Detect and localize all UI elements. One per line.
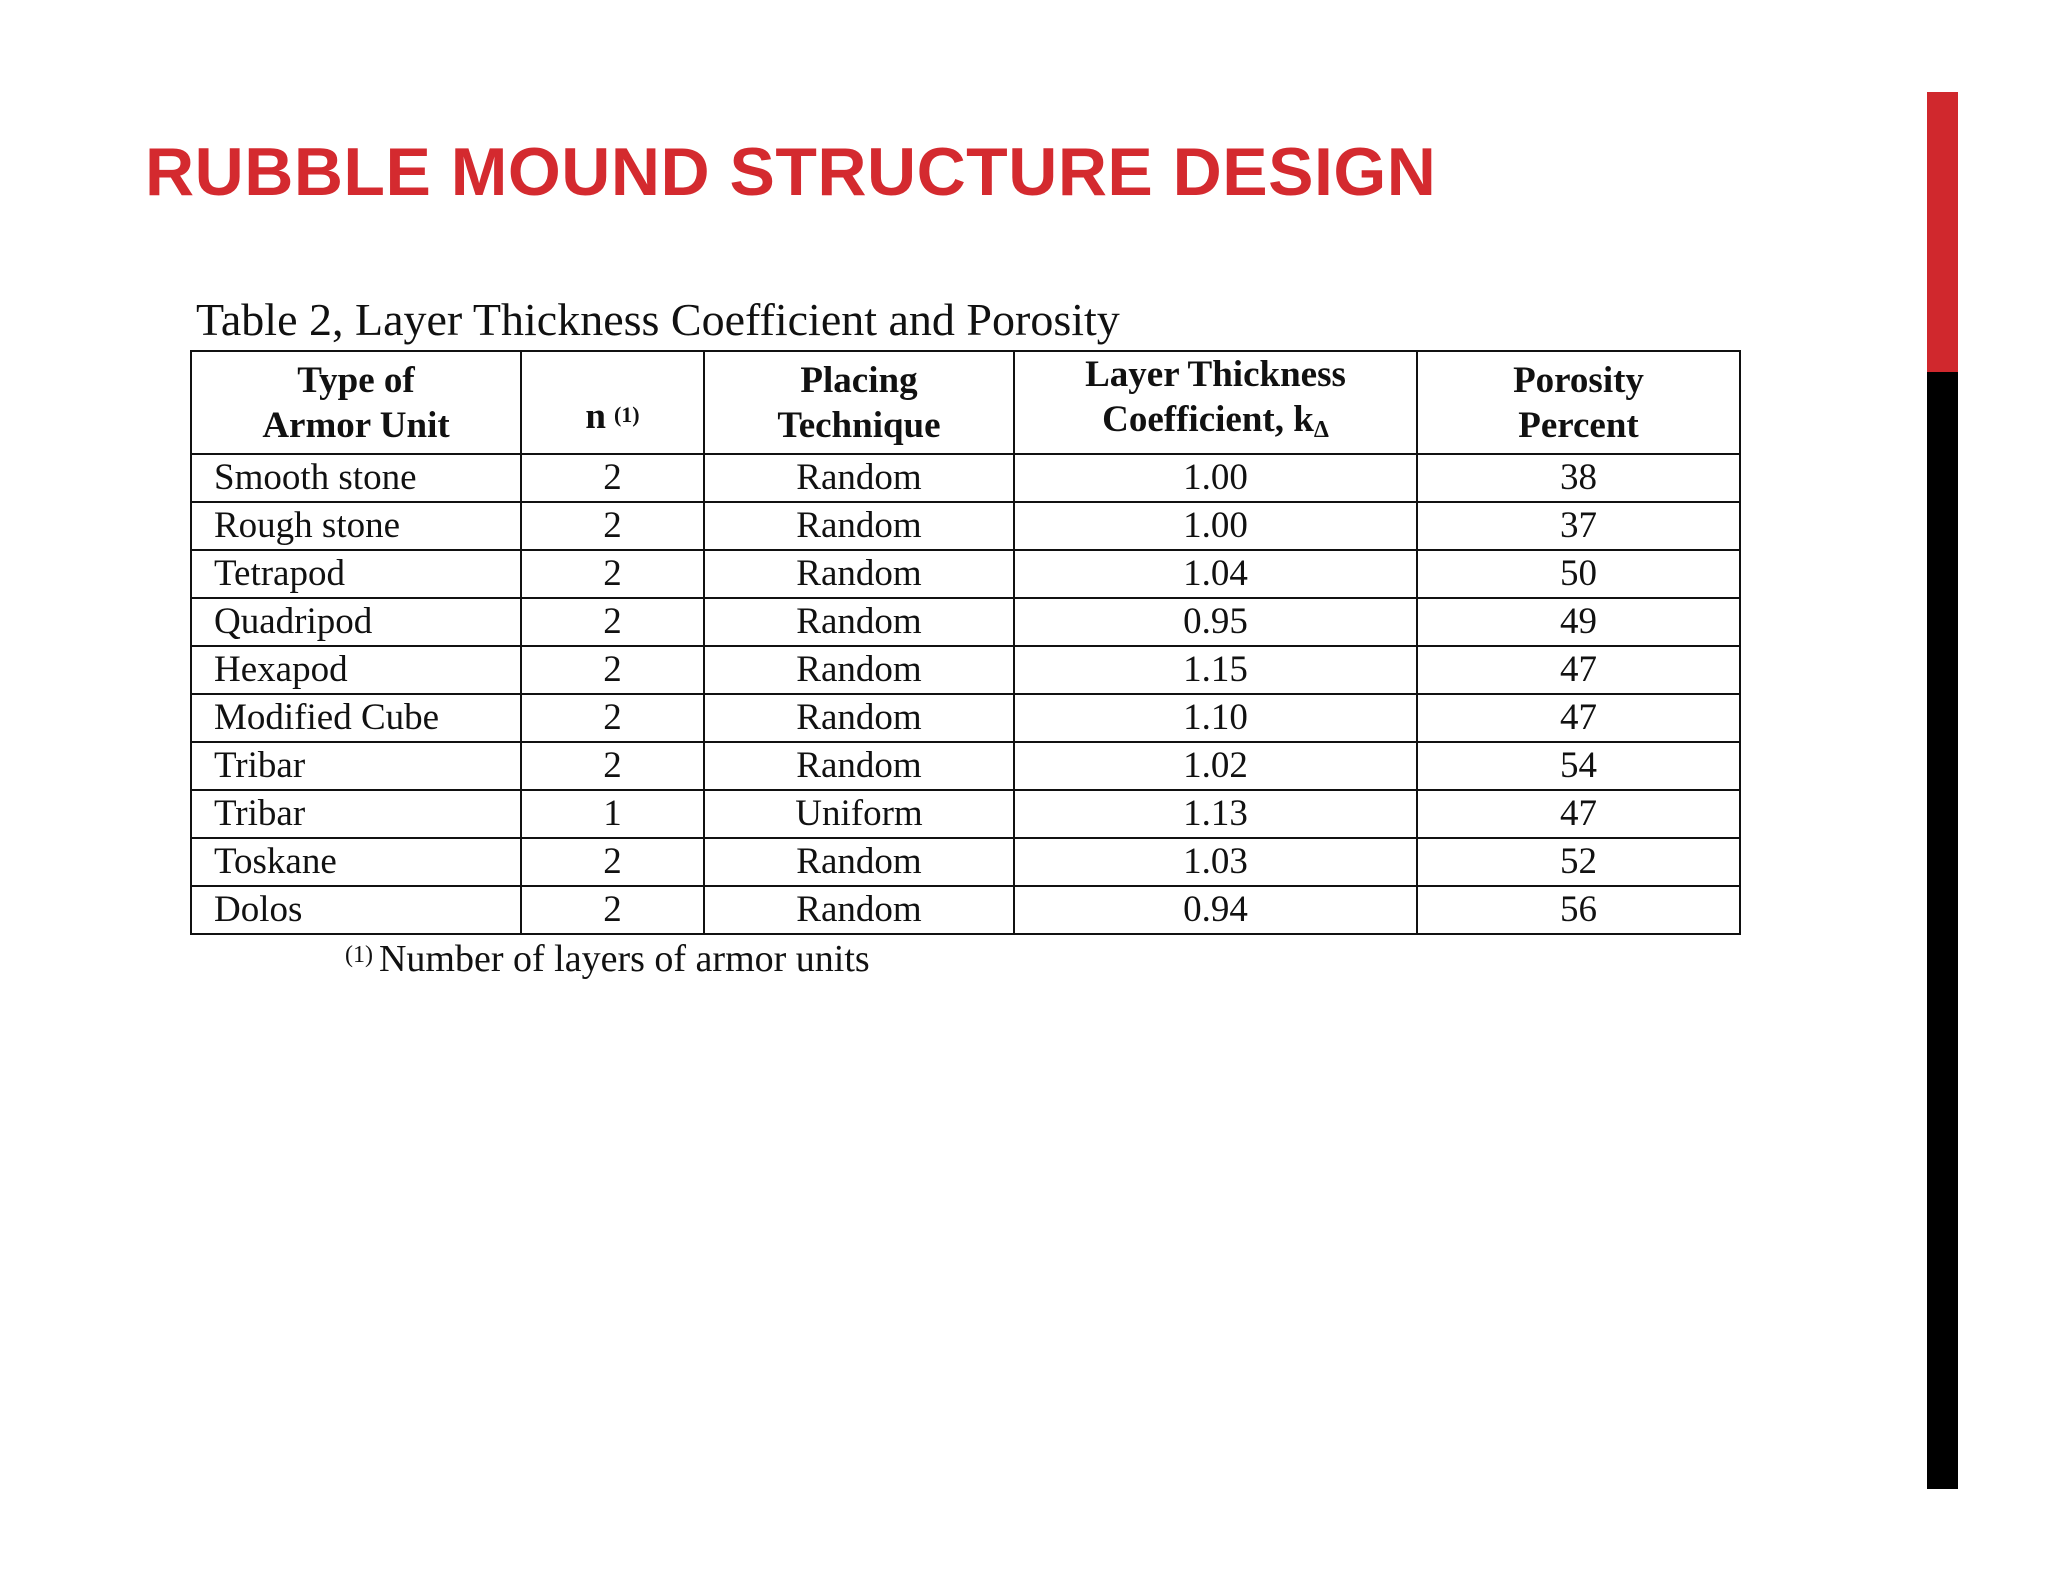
armor-unit-table (190, 350, 1741, 935)
cell-porosity: 49 (1417, 598, 1740, 646)
cell-n: 2 (521, 550, 704, 598)
cell-placing: Random (704, 454, 1014, 502)
cell-coefficient: 1.00 (1014, 502, 1417, 550)
cell-coefficient: 1.03 (1014, 838, 1417, 886)
table-row (191, 694, 1740, 742)
cell-porosity: 50 (1417, 550, 1740, 598)
header-type-line1: Type of (297, 359, 415, 401)
table-row (191, 550, 1740, 598)
header-n-label: n (585, 396, 606, 437)
cell-porosity: 52 (1417, 838, 1740, 886)
header-porosity-line2: Percent (1518, 404, 1639, 446)
cell-n: 2 (521, 742, 704, 790)
cell-armor-unit: Toskane (191, 838, 521, 886)
header-type-of-armor-unit (191, 351, 521, 454)
cell-placing: Random (704, 550, 1014, 598)
side-accent-bar (1927, 92, 1958, 1489)
footnote-ref: (1) (345, 942, 373, 968)
table-caption: Table 2, Layer Thickness Coefficient and Porosity (196, 294, 1120, 345)
header-porosity-percent (1417, 351, 1740, 454)
cell-porosity: 47 (1417, 790, 1740, 838)
cell-porosity: 54 (1417, 742, 1740, 790)
cell-armor-unit: Rough stone (191, 502, 521, 550)
cell-n: 2 (521, 646, 704, 694)
table-row (191, 838, 1740, 886)
slide-title: RUBBLE MOUND STRUCTURE DESIGN (145, 134, 1437, 210)
footnote-text: Number of layers of armor units (378, 938, 870, 980)
table-footnote (345, 935, 1750, 983)
header-type-line2: Armor Unit (262, 404, 450, 446)
cell-n: 2 (521, 838, 704, 886)
cell-coefficient: 0.94 (1014, 886, 1417, 934)
cell-coefficient: 1.04 (1014, 550, 1417, 598)
cell-placing: Random (704, 742, 1014, 790)
cell-placing: Random (704, 646, 1014, 694)
header-placing-line1: Placing (800, 359, 918, 401)
cell-placing: Random (704, 598, 1014, 646)
cell-coefficient: 1.10 (1014, 694, 1417, 742)
cell-n: 2 (521, 454, 704, 502)
cell-porosity: 38 (1417, 454, 1740, 502)
cell-armor-unit: Hexapod (191, 646, 521, 694)
cell-coefficient: 1.15 (1014, 646, 1417, 694)
cell-placing: Uniform (704, 790, 1014, 838)
cell-n: 2 (521, 598, 704, 646)
header-thickness-subscript: Δ (1313, 417, 1329, 443)
cell-armor-unit: Dolos (191, 886, 521, 934)
header-placing-technique (704, 351, 1014, 454)
cell-placing: Random (704, 838, 1014, 886)
table-figure (190, 290, 1750, 983)
cell-n: 1 (521, 790, 704, 838)
cell-armor-unit: Smooth stone (191, 454, 521, 502)
cell-n: 2 (521, 886, 704, 934)
side-accent-bar-red (1927, 92, 1958, 372)
table-row (191, 598, 1740, 646)
header-thickness-line1: Layer Thickness (1085, 354, 1346, 395)
table-header-row (191, 351, 1740, 454)
table-row (191, 646, 1740, 694)
cell-coefficient: 0.95 (1014, 598, 1417, 646)
cell-coefficient: 1.00 (1014, 454, 1417, 502)
cell-armor-unit: Quadripod (191, 598, 521, 646)
header-n-footnote-ref: (1) (613, 402, 640, 427)
table-row (191, 790, 1740, 838)
cell-n: 2 (521, 694, 704, 742)
cell-armor-unit: Tetrapod (191, 550, 521, 598)
cell-placing: Random (704, 886, 1014, 934)
cell-coefficient: 1.13 (1014, 790, 1417, 838)
table-row (191, 502, 1740, 550)
table-row (191, 742, 1740, 790)
cell-n: 2 (521, 502, 704, 550)
header-placing-line2: Technique (777, 404, 941, 446)
cell-placing: Random (704, 694, 1014, 742)
header-thickness-line2: Coefficient, k (1102, 399, 1314, 440)
cell-armor-unit: Tribar (191, 790, 521, 838)
table-row (191, 886, 1740, 934)
cell-armor-unit: Modified Cube (191, 694, 521, 742)
header-porosity-line1: Porosity (1513, 359, 1644, 401)
cell-porosity: 37 (1417, 502, 1740, 550)
cell-armor-unit: Tribar (191, 742, 521, 790)
header-layer-thickness-coefficient (1014, 351, 1417, 454)
header-n (521, 351, 704, 454)
cell-porosity: 56 (1417, 886, 1740, 934)
cell-coefficient: 1.02 (1014, 742, 1417, 790)
cell-porosity: 47 (1417, 646, 1740, 694)
cell-porosity: 47 (1417, 694, 1740, 742)
table-row (191, 454, 1740, 502)
cell-placing: Random (704, 502, 1014, 550)
